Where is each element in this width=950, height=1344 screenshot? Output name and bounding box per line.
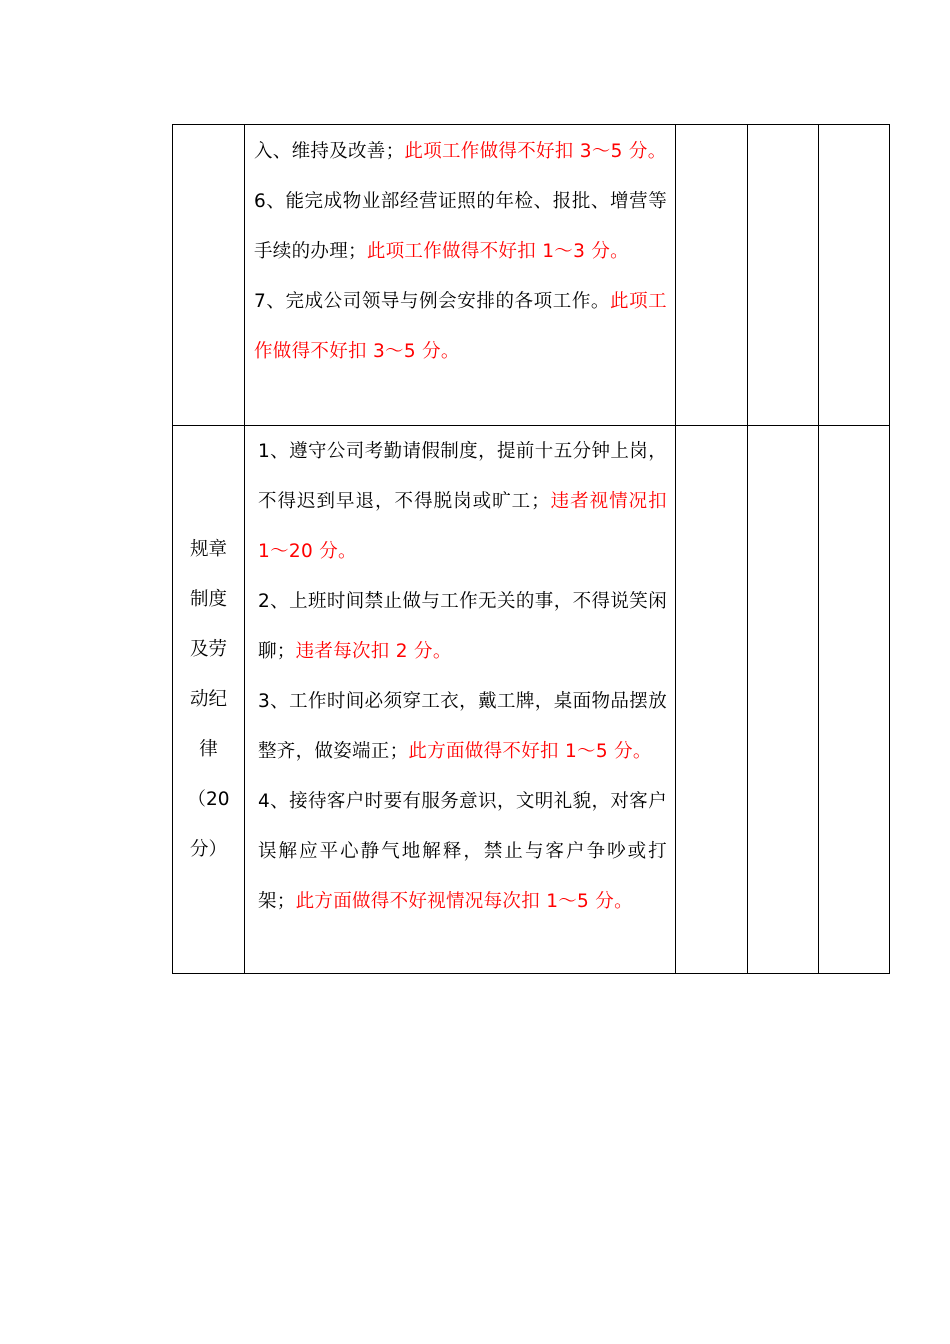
penalty-text: 此项工作做得不好扣 3～5 分。 [254,291,667,362]
criteria-item: 3、工作时间必须穿工衣，戴工牌，桌面物品摆放整齐，做姿端正；此方面做得不好扣 1～5 分。 [258,691,667,762]
penalty-text: 违者视情况扣 1～20 分。 [258,491,667,562]
score-cell[interactable] [748,125,819,426]
criteria-cell [245,125,676,426]
criteria-item: 4、接待客户时要有服务意识，文明礼貌，对客户误解应平心静气地解释，禁止与客户争吵或打架；此方面做得不好视情况每次扣 1～5 分。 [258,791,667,912]
category-label-line: （20 [187,788,230,810]
penalty-text: 此项工作做得不好扣 3～5 分。 [404,141,667,162]
evaluation-table [172,124,890,974]
penalty-text: 此项工作做得不好扣 1～3 分。 [366,241,629,262]
criteria-item: 1、遵守公司考勤请假制度，提前十五分钟上岗，不得迟到早退，不得脱岗或旷工；违者视情况扣 1～20 分。 [258,441,667,562]
criteria-cell [245,426,676,974]
category-label-line: 规章 [189,538,227,560]
category-label-line: 动纪 [189,688,227,710]
category-cell [173,125,245,426]
score-cell[interactable] [676,125,748,426]
criteria-item: 6、能完成物业部经营证照的年检、报批、增营等手续的办理；此项工作做得不好扣 1～3 分。 [254,191,667,262]
criteria-item: 7、完成公司领导与例会安排的各项工作。此项工作做得不好扣 3～5 分。 [254,291,667,362]
criteria-item: 2、上班时间禁止做与工作无关的事，不得说笑闲聊；违者每次扣 2 分。 [258,591,667,662]
penalty-text: 此方面做得不好扣 1～5 分。 [408,741,652,762]
penalty-text: 违者每次扣 2 分。 [295,641,452,662]
score-cell[interactable] [819,426,890,974]
penalty-text: 此方面做得不好视情况每次扣 1～5 分。 [295,891,633,912]
criteria-item: 入、维持及改善；此项工作做得不好扣 3～5 分。 [254,141,667,162]
category-label-line: 及劳 [189,638,227,660]
category-cell [173,426,245,974]
table-row [173,125,890,426]
score-cell[interactable] [819,125,890,426]
category-label-line: 律 [199,738,218,760]
score-cell[interactable] [748,426,819,974]
category-label-line: 制度 [189,588,227,610]
table-row [173,426,890,974]
score-cell[interactable] [676,426,748,974]
category-label-line: 分） [189,838,227,860]
